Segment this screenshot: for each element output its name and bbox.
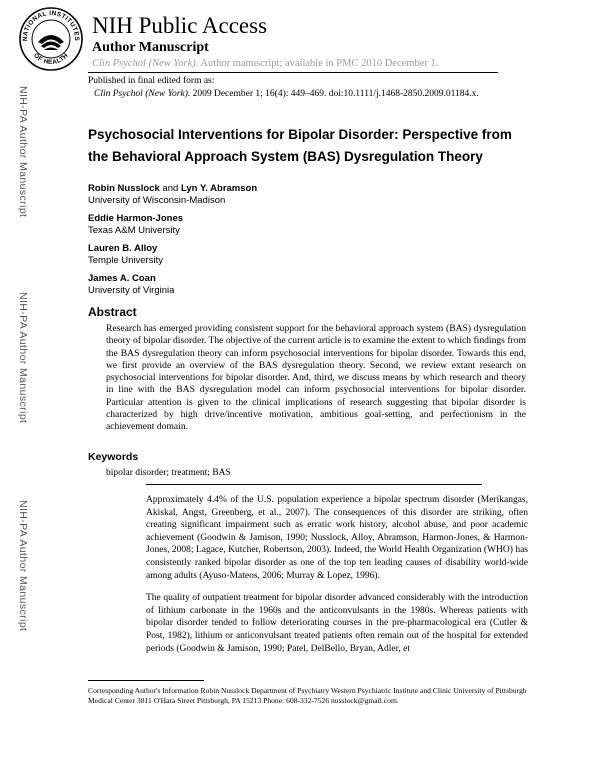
svg-text:OF HEALTH [32,52,70,66]
author-names [88,183,488,195]
logo-ring-top: NATIONAL INSTITUTES [21,9,81,42]
journal-availability-line [92,58,438,70]
keywords-heading: Keywords [88,451,139,463]
paper-title: Psychosocial Interventions for Bipolar Disorder: Perspective from the Behavioral Approach System (BAS) Dysregulation Theory [88,127,512,164]
abstract-heading: Abstract [88,305,137,319]
author-group-4 [88,273,488,297]
author-affiliation: Temple University [88,255,163,266]
author-name-nusslock: Robin Nusslock [88,183,160,194]
author-affiliation: University of Wisconsin-Madison [88,195,226,206]
header-rule [88,72,498,73]
logo-ring-bottom: OF HEALTH [32,52,70,67]
author-name-harmon-jones: Eddie Harmon-Jones [88,213,184,224]
published-journal: Clin Psychol (New York). [94,89,191,99]
author-affiliation: University of Virginia [88,285,175,296]
author-group-1 [88,183,488,207]
author-affiliation: Texas A&M University [88,225,180,236]
journal-abbr: Clin Psychol (New York). [92,58,199,69]
abstract-text: Research has emerged providing consistent support for the behavioral approach system (BAS) dysregulation theory of bipolar disorder. The objective of the current article is to examine the extent to which findings from the BAS dysregulation theory can inform psychosocial interventions for bipolar disorder. Towards this end, we first provide an overview of the BAS dysregulation theory. Second, we review extant research on psychosocial interventions for bipolar disorder. And, third, we discuss means by which research and theory in line with the BAS dysregulation model can inform psychosocial interventions for bipolar disorder. Particular attention is given to the clinical implications of research suggesting that bipolar disorder is characterized by high drive/incentive motivation, ambitious goal-setting, and perfectionism in the achievement domain. [106,323,526,433]
author-connector: and [159,183,181,194]
author-name-alloy: Lauren B. Alloy [88,243,158,254]
corresponding-author-footnote: Corresponding Author's Information Robin Nusslock Department of Psychiatry Western Psychiatric Institute and Clinic University of Pittsburgh Medical Center 3811 O'Hara Street Pittsburgh, PA 15213 Phone: 608-332-7526 nusslock@gmail.com. [88,686,527,705]
author-name-coan: James A. Coan [88,273,156,284]
section-divider [146,484,482,485]
author-name-abramson: Lyn Y. Abramson [180,183,258,194]
side-label-3: NIH-PA Author Manuscript [17,500,29,632]
nih-seal-logo [18,6,84,72]
author-list [88,183,488,303]
side-label-1: NIH-PA Author Manuscript [17,86,29,218]
footnote-rule [88,680,204,681]
citation-text: 2009 December 1; 16(4): 449–469. doi:10.1111/j.1468-2850.2009.01184.x. [190,89,479,99]
body-paragraph-1: Approximately 4.4% of the U.S. population experience a bipolar spectrum disorder (Merikangas, Akiskal, Angst, Greenberg, et al., 2007). The consequences of this disorder are striking, often creating significant impairment such as erratic work history, alcohol abuse, and poor academic achievement (Goodwin & Jamison, 1990; Nusslock, Alloy, Abramson, Harmon-Jones, & Harmon-Jones, 2008; Lagace, Kutcher, Robertson, 2003). Indeed, the World Health Organization (WHO) has consistently ranked bipolar disorder as one of the top ten leading causes of disability world-wide among adults (Ayuso-Mateos, 2006; Murray & Lopez, 1996). [146,495,528,581]
published-citation [94,89,479,100]
availability-text: Author manuscript; available in PMC 2010 December 1. [198,58,439,69]
published-label: Published in final edited form as: [88,76,215,86]
side-label-2: NIH-PA Author Manuscript [17,292,29,424]
nih-public-access-title: NIH Public Access [92,13,268,38]
keywords-text: bipolar disorder; treatment; BAS [106,468,231,478]
body-paragraph-2: The quality of outpatient treatment for bipolar disorder advanced considerably with the introduction of lithium carbonate in the 1960s and the anticonvulsants in the 1980s. Whereas patients with bipolar disorder tended to follow deteriorating courses in the pre-pharmacological era (Cutler & Post, 1982), lithium or anticonvulsant treated patients often remain out of the hospital for extended periods (Goodwin & Jamison, 1990; Patel, DelBello, Bryan, Adler, et [146,593,528,654]
author-group-2 [88,213,488,237]
body-text [146,494,528,665]
author-group-3 [88,243,488,267]
author-manuscript-label: Author Manuscript [92,40,209,55]
